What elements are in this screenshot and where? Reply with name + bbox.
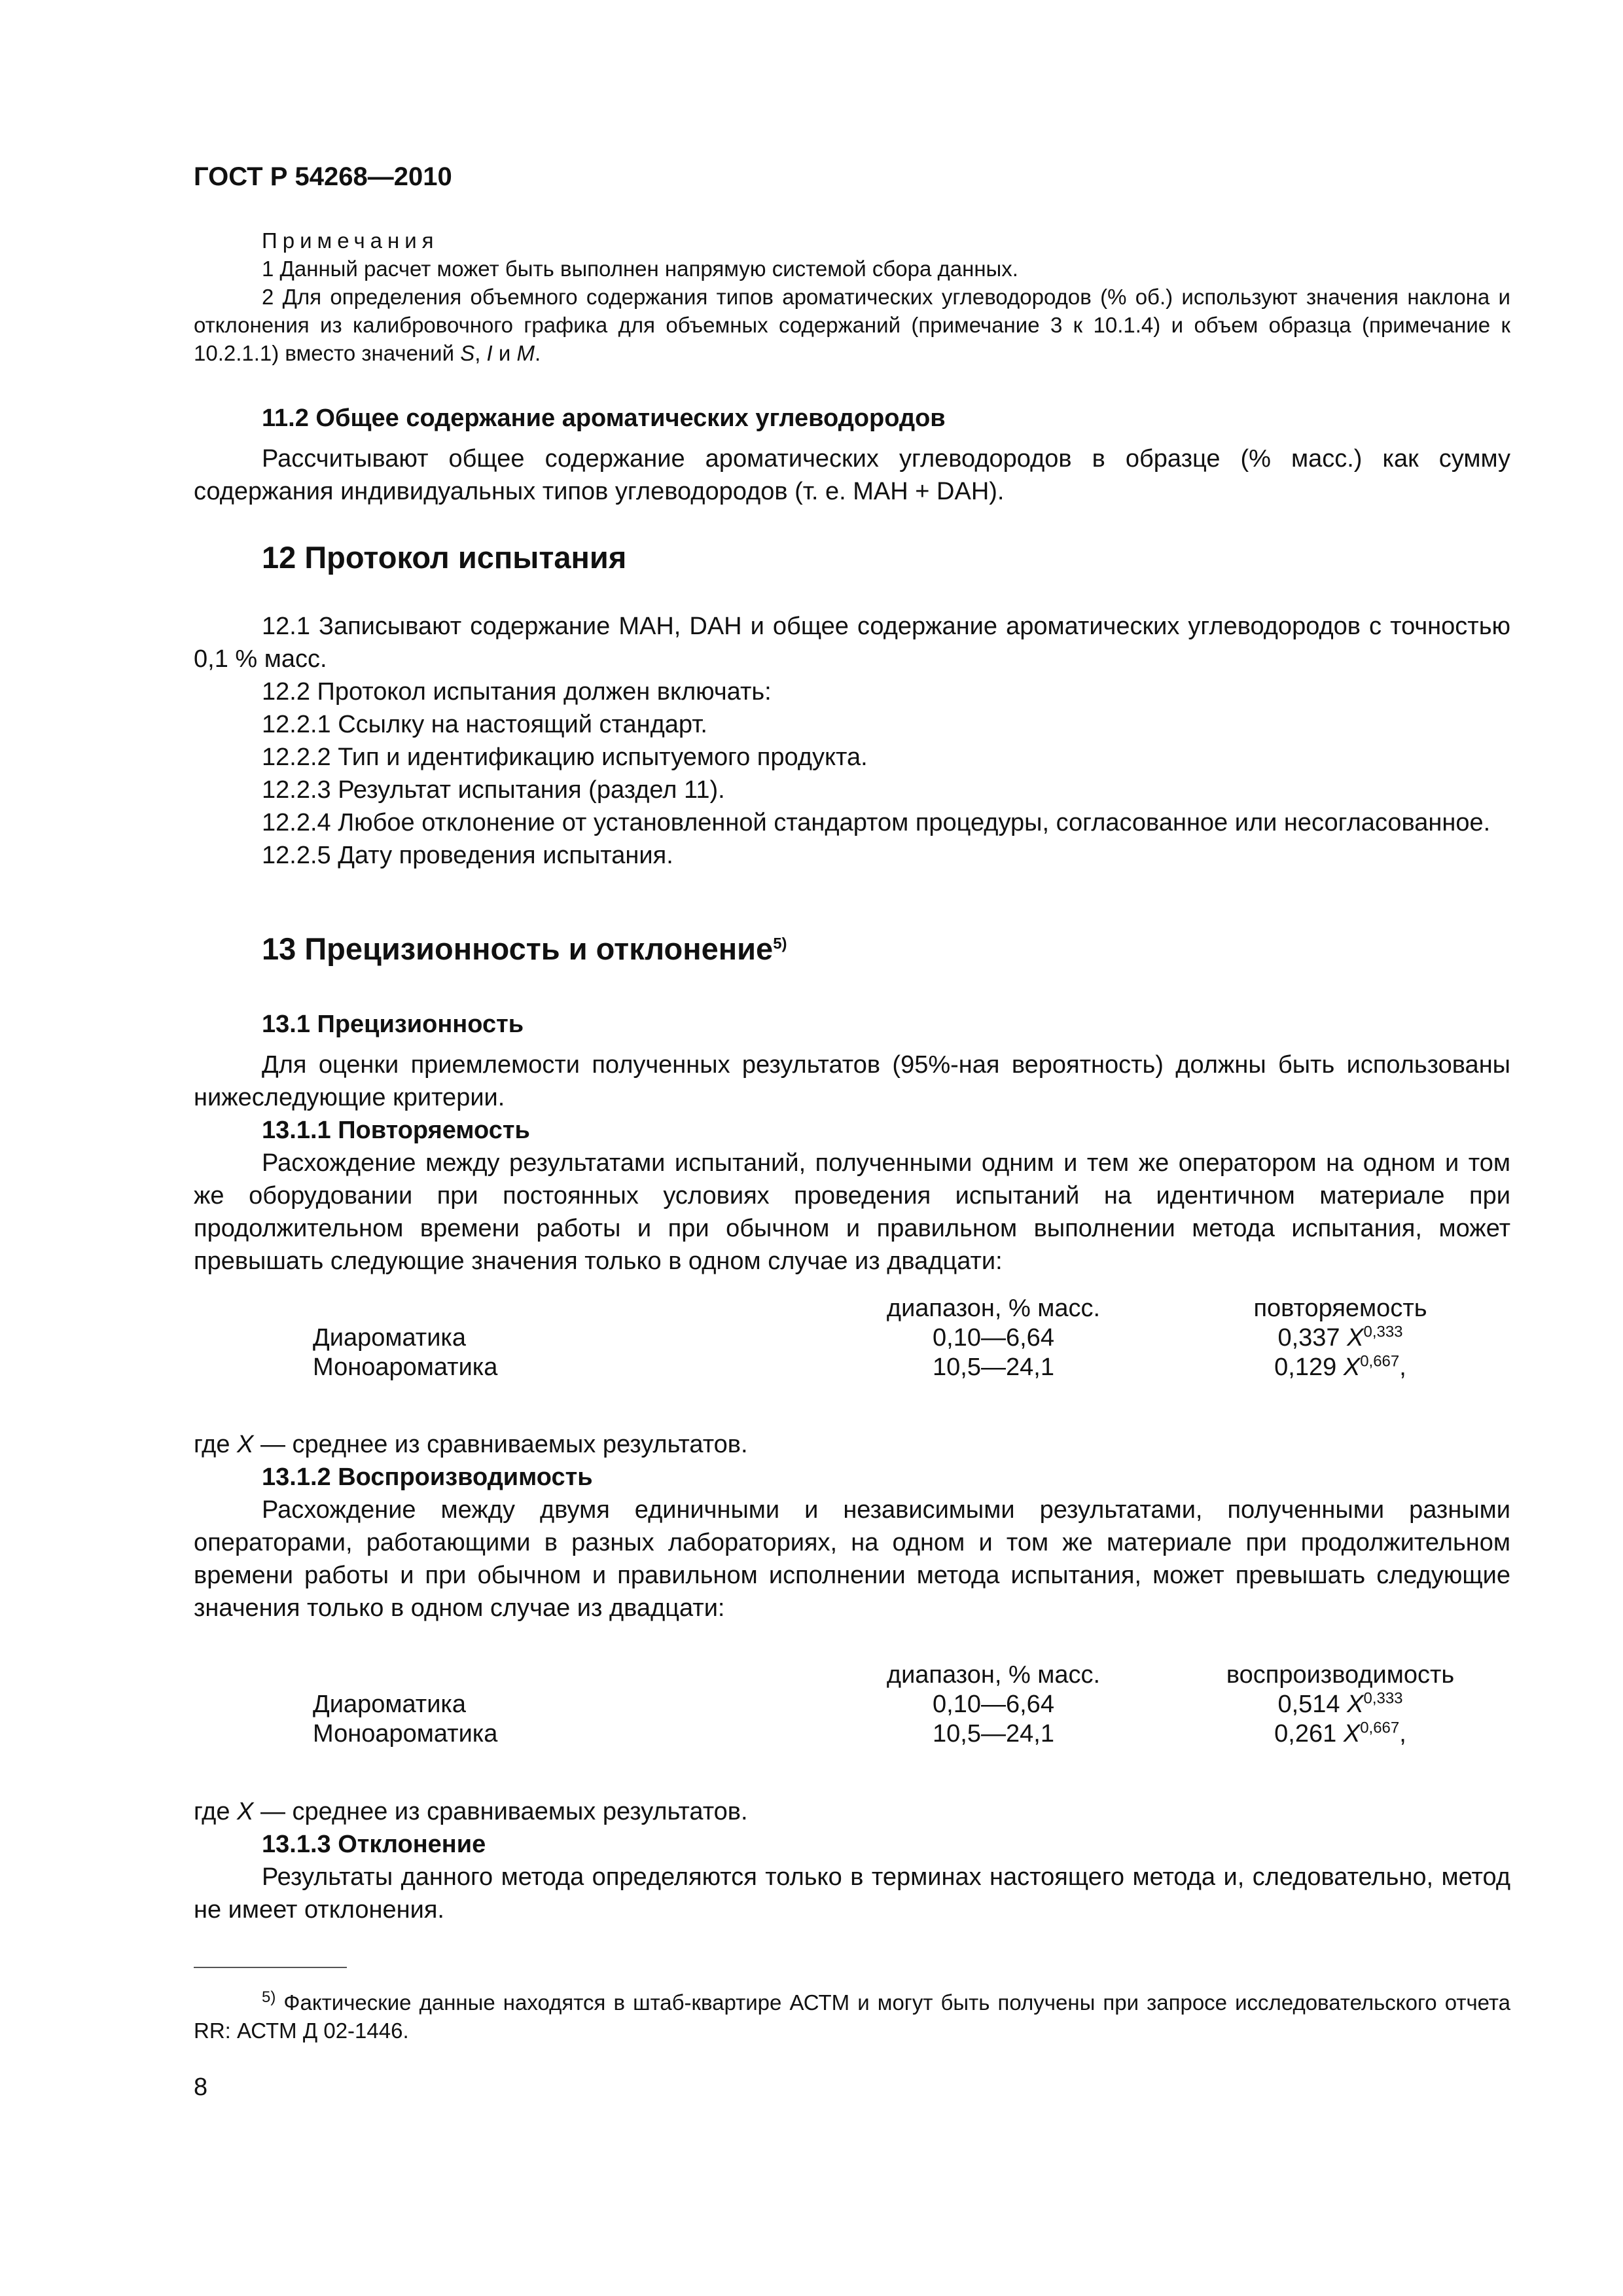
table-row: Диароматика 0,10—6,64 0,514 X$^{0,333}$: [313, 1689, 1403, 1718]
paragraph-12-2: 12.2 Протокол испытания должен включать:: [262, 678, 772, 706]
section-13-1-3-title: 13.1.3 Отклонение: [262, 1831, 486, 1858]
paragraph-12-2-5: 12.2.5 Дату проведения испытания.: [262, 842, 673, 869]
footnote-divider: [194, 1967, 347, 1968]
section-13-1-1-title: 13.1.1 Повторяемость: [262, 1117, 530, 1144]
section-13-1-2-text: Расхождение между двумя единичными и независимыми результатами, полученными разными операторами, работающими в разных лабораториях, на одном и том же материале при продолжительном времени работы и при обычном и правильном исполнении метода испытания, может превышать следующие значения только в одном случае из двадцати:: [194, 1496, 1510, 1622]
paragraph-12-1: 12.1 Записывают содержание МАН, DАН и общее содержание ароматических углеводородов с точностью 0,1 % масс.: [194, 613, 1510, 673]
table-header-row: [313, 1294, 1510, 1323]
where-x-note-2: где X — среднее из сравниваемых результатов.: [194, 1798, 748, 1825]
table-row: Моноароматика 10,5—24,1 0,261 X$^{0,667}$,: [313, 1719, 1406, 1748]
page-number: 8: [194, 2073, 208, 2101]
repeatability-table-block: [313, 1294, 1510, 1382]
section-13-title: 13 Прецизионность и отклонение$^{5)}$: [262, 931, 787, 966]
column-header-range: диапазон, % масс.: [886, 1661, 1101, 1689]
section-13-1-2-title: 13.1.2 Воспроизводимость: [262, 1463, 593, 1491]
section-12-title: 12 Протокол испытания: [262, 540, 627, 575]
footnote-mark: 5): [262, 1988, 276, 2006]
column-header-range: диапазон, % масс.: [886, 1295, 1101, 1322]
section-13-1: [194, 1008, 1510, 1278]
section-13-1-1-text: Расхождение между результатами испытаний, полученными одним и тем же оператором на одном и том же оборудовании при постоянных условиях проведения испытаний на идентичном материале при продолжительном времени работы и при обычном и правильном выполнении метода испытания, может превышать следующие значения только в одном случае из двадцати:: [194, 1149, 1510, 1275]
section-13-1-text: Для оценки приемлемости полученных результатов (95%-ная вероятность) должны быть использованы нижеследующие критерии.: [194, 1051, 1510, 1111]
document-code-header: ГОСТ Р 54268—2010: [194, 162, 452, 191]
paragraph-12-2-3: 12.2.3 Результат испытания (раздел 11).: [262, 776, 725, 804]
section-13-1-2: [194, 1428, 1510, 1624]
section-13-1-3-text: Результаты данного метода определяются только в терминах настоящего метода и, следовательно, метод не имеет отклонения.: [194, 1863, 1510, 1924]
table-header-row: [313, 1660, 1510, 1690]
paragraph-12-2-4: 12.2.4 Любое отклонение от установленной стандартом процедуры, согласованное или несогласованное.: [262, 809, 1491, 836]
reproducibility-table: [313, 1660, 1510, 1749]
section-13-1-title: 13.1 Прецизионность: [262, 1011, 524, 1038]
note-2: 2 Для определения объемного содержания типов ароматических углеводородов (% об.) используют значения наклона и отклонения из калибровочного графика для объемных содержаний (примечание 3 к 10.1.4) и объем образца (примечание к 10.2.1.1) вместо значений S, I и M.: [194, 285, 1510, 365]
section-11-2-text: Рассчитывают общее содержание ароматических углеводородов в образце (% масс.) как сумму содержания индивидуальных типов углеводородов (т. е. МАН + DАН).: [194, 445, 1510, 505]
paragraph-12-2-2: 12.2.2 Тип и идентификацию испытуемого продукта.: [262, 744, 868, 771]
section-13-1-3: [194, 1795, 1510, 1926]
notes-block: [194, 226, 1510, 367]
table-row: Диароматика 0,10—6,64 0,337 X$^{0,333}$: [313, 1323, 1403, 1352]
paragraph-12-2-1: 12.2.1 Ссылку на настоящий стандарт.: [262, 711, 707, 738]
where-x-note-1: где X — среднее из сравниваемых результатов.: [194, 1431, 748, 1458]
repeatability-table: [313, 1294, 1510, 1382]
section-11-2: [194, 402, 1510, 508]
section-11-2-title: 11.2 Общее содержание ароматических углеводородов: [262, 404, 946, 432]
footnote-5: $^{5)}$ Фактические данные находятся в штаб-квартире АСТМ и могут быть получены при запросе исследовательского отчета RR: АСТМ Д 02-1446.: [194, 1988, 1510, 2043]
column-header-repeatability: повторяемость: [1253, 1295, 1427, 1322]
reproducibility-table-block: [313, 1660, 1510, 1749]
notes-title: Примечания: [262, 228, 439, 253]
section-12-body: [194, 610, 1510, 872]
footnote-ref-5: 5): [773, 935, 787, 953]
table-row: Моноароматика 10,5—24,1 0,129 X$^{0,667}$,: [313, 1352, 1406, 1381]
note-1: 1 Данный расчет может быть выполнен напрямую системой сбора данных.: [262, 257, 1018, 281]
column-header-reproducibility: воспроизводимость: [1226, 1661, 1455, 1689]
